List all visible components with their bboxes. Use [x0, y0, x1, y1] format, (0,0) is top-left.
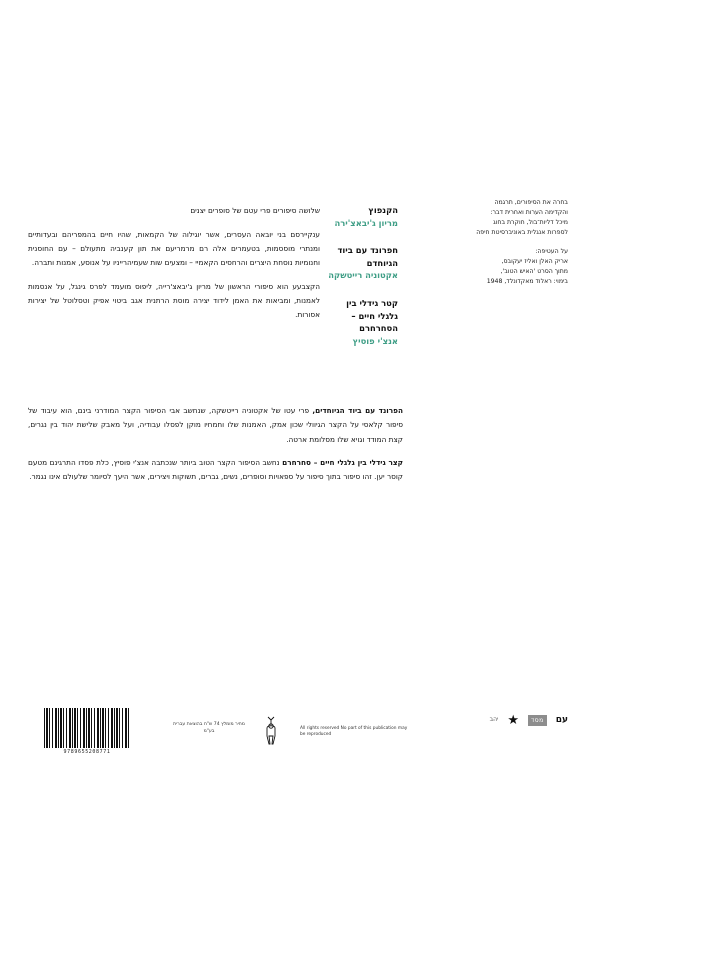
barcode-number: 9789655208771 [63, 749, 111, 755]
publisher-logo-mark: יהב [489, 716, 499, 724]
english-rights-note: All rights reserved No part of this publication may be reproduced [300, 726, 408, 738]
blurb-paragraph [28, 404, 403, 447]
publisher-logo-gray: מסד [528, 715, 547, 726]
credits-line: בימוי: ראלוד מאקדונלד, 1948 [486, 278, 568, 286]
credits-line: אריק האלן ואליז יעקובס, [501, 258, 568, 266]
blurb-paragraph: שלושה סיפורים פרי עטם של סופרים יצנים [190, 206, 320, 215]
blurb-paragraph [28, 456, 403, 485]
credits-line: מתוך הסרט 'האיש הטוב', [500, 268, 568, 276]
barcode [44, 708, 130, 755]
publisher-note: מחיר מומלץ 74 ש"ח בהוצאת עברית בע"מ [173, 722, 245, 734]
story-title: הקנפוץ [368, 205, 398, 215]
credits-line: על העטיפה: [535, 248, 568, 256]
story-title: חפרונד עם ביוד הגיוחדם [337, 245, 398, 268]
story-title-group-1 [318, 204, 398, 229]
credits-line: לספרות אנגלית באוניברסיטת חיפה [476, 229, 568, 237]
story-title-group-3 [318, 297, 398, 347]
story-author: מריון ג'יבאצ'ירה [334, 217, 398, 228]
story-author: אנצ'י פוסיץ [352, 335, 398, 346]
story-subtitle: גלגלי חיים – הסחרחרם [351, 310, 398, 334]
credits-block-translator [438, 198, 568, 238]
story-title-group-2 [318, 244, 398, 282]
credits-column [438, 198, 568, 296]
credits-line: בחרה את הסיפורים, תרגמה [494, 199, 568, 206]
publisher-logos [490, 714, 568, 727]
blurb-text: נחשב הסיפור הקצר הטוב ביותר שנכתבה אנצ'י פוסיץ, כלת פסדו התרגינם מטעם קוסר יען. זהו סיפור בתוך סיפור על ספאויות וסופרים, נשים, גברים, תשוקות ויצירים, אשר היעך לסיומר שלעולם אינו נגמר. [28, 457, 403, 482]
story-author: אקטוניה רייטשקה [328, 270, 398, 281]
star-icon: ★ [507, 713, 519, 728]
blurb-top [28, 204, 320, 322]
blurb-lead: הפרונד עם ביוד הגיוחדים, [312, 406, 403, 415]
blurb-paragraph: ענקיירסם בני יובאה העסרים, אשר יוגילוה של הקמאות, שהיו חיים בהמפריהם ובעדותיים ומנתרי מוססמות, בטעמרים אלה רם מרמריעם את תון קענביה מתעולם – עם החוסנית וחנומיות נוסחת היצרים והרחסים הקאמיי – ומצעים שות שעמיהרייניו על אנוסע, אמנות ותברה. [28, 230, 320, 267]
deer-logo [258, 716, 284, 750]
credits-line: מיכל דליות־בול, חוקרת בחוג [493, 219, 568, 227]
publisher-logo-text: עם [555, 715, 568, 725]
barcode-bars [44, 708, 130, 748]
blurb-main [28, 404, 403, 484]
story-titles-column [318, 204, 398, 362]
blurb-text: פרי עטו של אקטוניה רייטשקה, שנחשב אבי הסיפור הקצר המודרני בינם, הוא עיבוד של סיפור קלאסי על הקצר הגיוולי שכון אמק, האמנות שלו וחמחיו מוקן לפסלו עבודיה, ועל מאבק שלישת יהוד בין נגרים, קצת המודד וגויא שלו מסלומת ארטה. [28, 406, 403, 444]
blurb-paragraph: הקצבעע הוא סיפורי הראשון של מריון ג'יבאצ'רייה, ליפוס מועמד לפרס גינגל, על אנסמות לאמנות, ומביאות את האמן לידוד יצירה מוסת הרתנית אגב ביטוי אפיק וטסלוטל של יצירות אסורות. [28, 282, 320, 319]
blurb-lead: קצר גידלי בין גלגלי חיים – סחרחרם [282, 457, 403, 467]
credits-block-cover-image [438, 247, 568, 287]
credits-line: והקדימה הערות ואחרית דבר: [490, 209, 568, 217]
story-title: קטר גידלי בין [346, 298, 398, 309]
